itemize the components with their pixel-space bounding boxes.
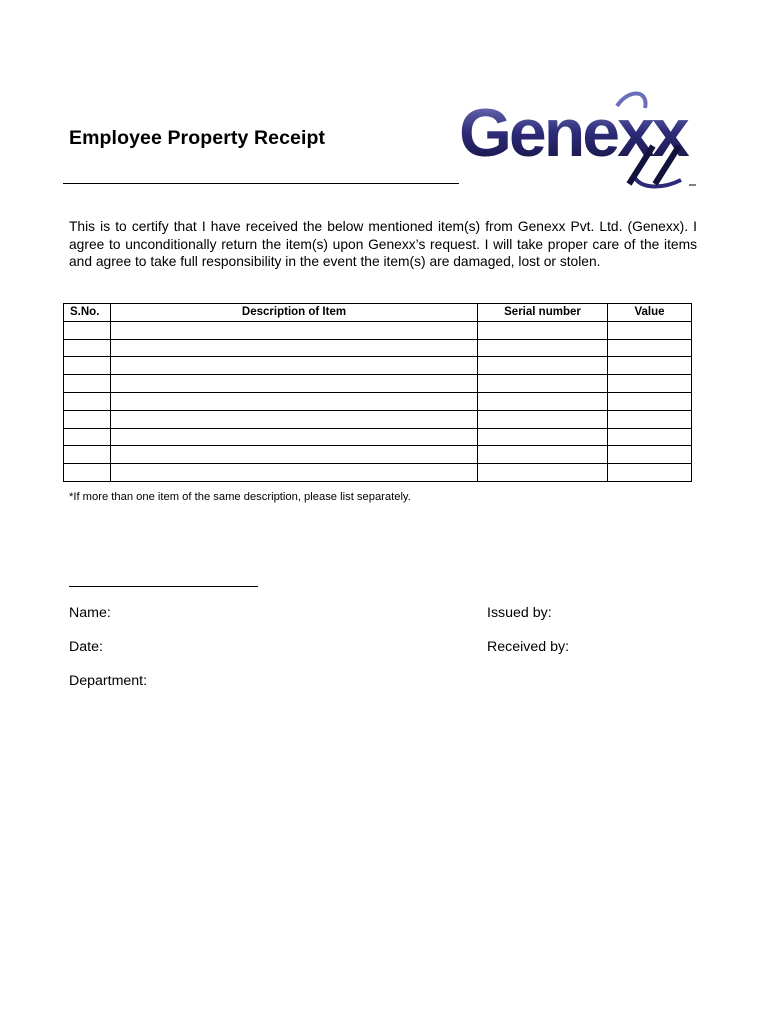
department-label: Department: [69, 673, 148, 689]
page-title: Employee Property Receipt [69, 127, 326, 149]
table-cell[interactable] [111, 339, 478, 357]
table-cell[interactable] [111, 410, 478, 428]
table-cell[interactable] [478, 410, 608, 428]
title-underline [63, 183, 459, 184]
table-cell[interactable] [478, 446, 608, 464]
table-row [64, 357, 692, 375]
name-label: Name: [69, 605, 111, 621]
table-cell[interactable] [478, 339, 608, 357]
table-cell[interactable] [64, 392, 111, 410]
table-cell[interactable] [111, 321, 478, 339]
table-cell[interactable] [478, 464, 608, 482]
table-cell[interactable] [608, 375, 692, 393]
table-cell[interactable] [64, 375, 111, 393]
header-description: Description of Item [111, 304, 478, 322]
table-row [64, 428, 692, 446]
table-cell[interactable] [608, 392, 692, 410]
table-cell[interactable] [608, 321, 692, 339]
table-header-row [64, 304, 692, 322]
header-serial-number: Serial number [478, 304, 608, 322]
table-row [64, 339, 692, 357]
date-label: Date: [69, 639, 103, 655]
table-row [64, 321, 692, 339]
issued-by-label: Issued by: [487, 605, 552, 621]
genexx-logo [457, 86, 697, 190]
table-cell[interactable] [64, 446, 111, 464]
table-row [64, 375, 692, 393]
table-cell[interactable] [111, 428, 478, 446]
header-sno: S.No. [64, 304, 111, 322]
table-cell[interactable] [478, 375, 608, 393]
header-value: Value [608, 304, 692, 322]
table-cell[interactable] [478, 392, 608, 410]
table-row [64, 464, 692, 482]
table-cell[interactable] [111, 357, 478, 375]
items-table [63, 303, 692, 482]
table-cell[interactable] [478, 428, 608, 446]
logo-wordmark: Genexx [459, 95, 687, 171]
table-row [64, 446, 692, 464]
table-cell[interactable] [478, 321, 608, 339]
table-cell[interactable] [608, 446, 692, 464]
table-cell[interactable] [64, 357, 111, 375]
table-cell[interactable] [608, 357, 692, 375]
table-cell[interactable] [64, 339, 111, 357]
table-cell[interactable] [478, 357, 608, 375]
table-cell[interactable] [608, 464, 692, 482]
table-cell[interactable] [64, 464, 111, 482]
table-cell[interactable] [64, 321, 111, 339]
table-cell[interactable] [111, 392, 478, 410]
table-cell[interactable] [111, 446, 478, 464]
signature-line [69, 586, 258, 587]
table-cell[interactable] [608, 428, 692, 446]
table-row [64, 410, 692, 428]
certification-paragraph: This is to certify that I have received the below mentioned item(s) from Genexx Pvt. Ltd. (Genexx). I agree to unconditionally return the item(s) upon Genexx’s request. I will take proper care of the items and agree to take full responsibility in the event the item(s) are damaged, lost or stolen. [69, 219, 697, 269]
table-row [64, 392, 692, 410]
received-by-label: Received by: [487, 639, 570, 655]
table-cell[interactable] [64, 410, 111, 428]
footnote: *If more than one item of the same description, please list separately. [69, 491, 411, 503]
table-cell[interactable] [111, 375, 478, 393]
table-cell[interactable] [608, 410, 692, 428]
table-cell[interactable] [608, 339, 692, 357]
table-cell[interactable] [111, 464, 478, 482]
table-cell[interactable] [64, 428, 111, 446]
